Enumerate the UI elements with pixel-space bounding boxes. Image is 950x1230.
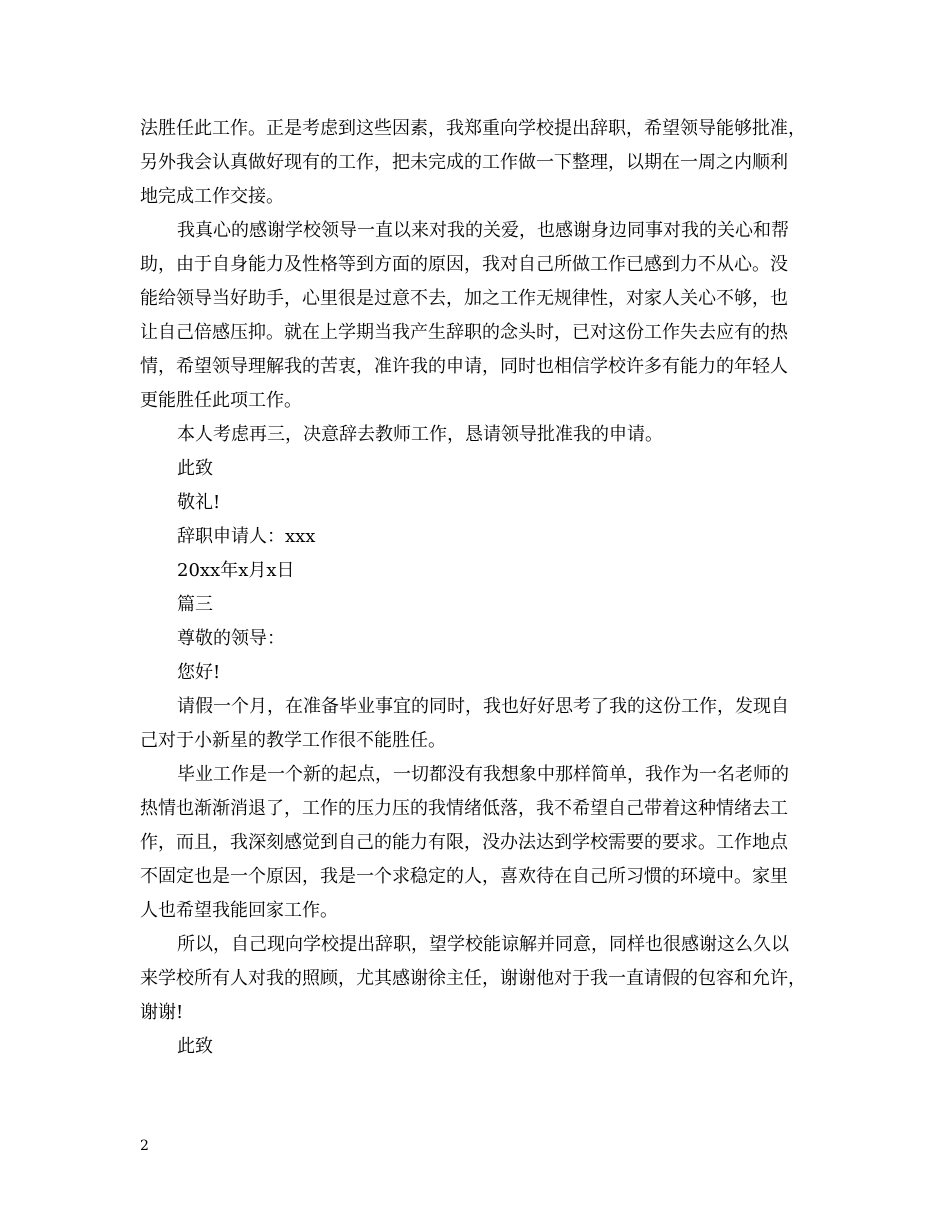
text-line: 请假一个月，在准备毕业事宜的同时，我也好好思考了我的这份工作，发现自 [177,696,789,717]
text-line: 能给领导当好助手，心里很是过意不去，加之工作无规律性，对家人关心不够，也 [140,288,788,309]
text-line: 20xx年x月x日 [177,560,295,581]
text-line: 毕业工作是一个新的起点，一切都没有我想象中那样简单，我作为一名老师的 [177,764,789,785]
letter-body [140,112,830,1064]
text-line: 人也希望我能回家工作。 [140,900,338,921]
text-line: 所以，自己现向学校提出辞职，望学校能谅解并同意，同样也很感谢这么久以 [177,934,789,955]
text-line: 作，而且，我深刻感觉到自己的能力有限，没办法达到学校需要的要求。工作地点 [140,832,788,853]
text-line: 热情也渐渐消退了，工作的压力压的我情绪低落，我不希望自己带着这种情绪去工 [140,798,788,819]
text-line: 篇三 [177,594,213,615]
text-line: 法胜任此工作。正是考虑到这些因素，我郑重向学校提出辞职，希望领导能够批准， [140,118,806,139]
text-line: 地完成工作交接。 [140,186,284,207]
text-line: 您好! [177,662,221,683]
text-line: 谢谢! [140,1002,184,1023]
text-line: 此致 [177,1036,213,1057]
text-line: 助，由于自身能力及性格等到方面的原因，我对自己所做工作已感到力不从心。没 [140,254,788,275]
text-line: 此致 [177,458,213,479]
page-number: 2 [140,1138,149,1154]
text-line: 情，希望领导理解我的苦衷，准许我的申请，同时也相信学校许多有能力的年轻人 [140,356,788,377]
text-line: 敬礼! [177,492,221,513]
text-line: 另外我会认真做好现有的工作，把未完成的工作做一下整理，以期在一周之内顺利 [140,152,788,173]
text-line: 来学校所有人对我的照顾，尤其感谢徐主任，谢谢他对于我一直请假的包容和允许， [140,968,806,989]
text-line: 不固定也是一个原因，我是一个求稳定的人，喜欢待在自己所习惯的环境中。家里 [140,866,788,887]
text-line: 让自己倍感压抑。就在上学期当我产生辞职的念头时，已对这份工作失去应有的热 [140,322,788,343]
text-line: 我真心的感谢学校领导一直以来对我的关爱，也感谢身边同事对我的关心和帮 [177,220,789,241]
text-line: 尊敬的领导： [177,628,285,649]
text-line: 更能胜任此项工作。 [140,390,302,411]
text-line: 辞职申请人：xxx [177,526,316,547]
text-line: 己对于小新星的教学工作很不能胜任。 [140,730,446,751]
text-line: 本人考虑再三，决意辞去教师工作，恳请领导批准我的申请。 [177,424,663,445]
